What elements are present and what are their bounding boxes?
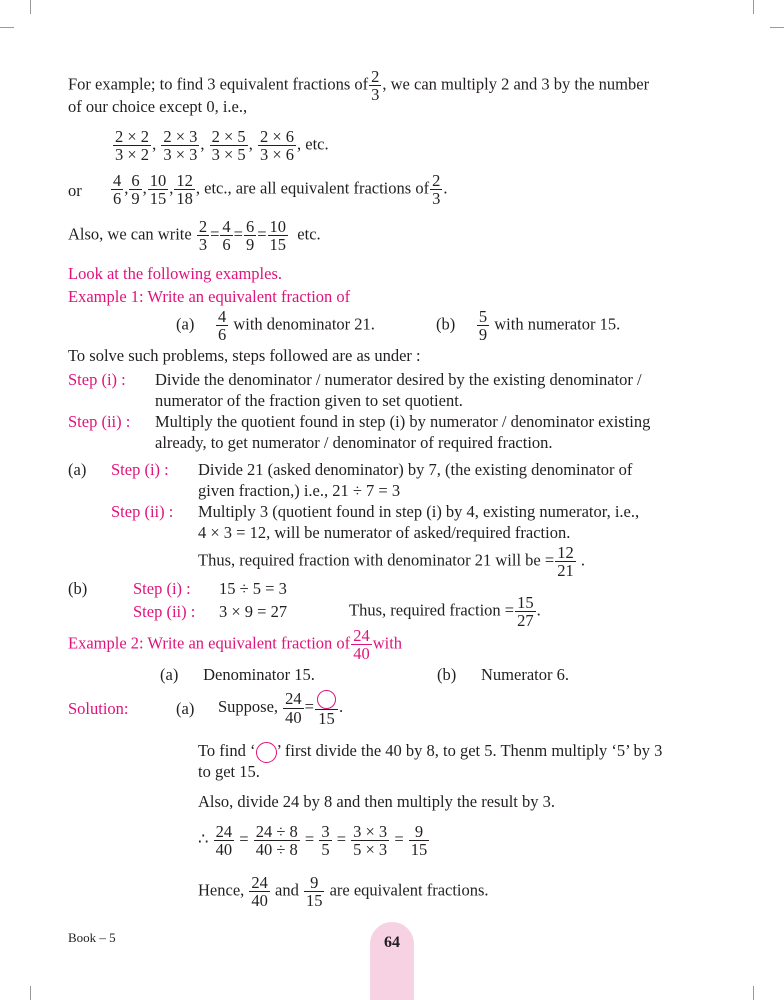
step-2-line-1: Multiply the quotient found in step (i) by numerator / denominator existing bbox=[155, 412, 651, 431]
fraction: $\frac{4}{6}$ bbox=[222, 217, 231, 255]
crop-mark bbox=[753, 986, 754, 1000]
fraction: $\frac{2 \times 6}{3 \times 6}$ bbox=[259, 127, 294, 165]
fraction: $\frac{3}{5}$ bbox=[321, 822, 330, 860]
example-1-part-b: (b) $\frac{5}{9}$ with numerator 15. bbox=[436, 307, 621, 345]
find-line-1: To find ‘ ’ first divide the 40 by 8, to get 5. Thenm multiply ‘5’ by 3 bbox=[198, 741, 662, 763]
example-2-part-b: (b) Numerator 6. bbox=[437, 665, 569, 684]
part-b-label: (b) bbox=[68, 579, 88, 598]
or-line: $\frac{4}{6}$ , $\frac{6}{9}$ , $\frac{10}{15}$ , $\frac{12}{18}$ , etc., are all equivalent fractions of $\frac{2}{3}$ . bbox=[113, 171, 448, 209]
fraction: $\frac{2 \times 3}{3 \times 3}$ bbox=[163, 127, 198, 165]
step-1-line-2: numerator of the fraction given to set quotient. bbox=[155, 391, 463, 410]
crop-mark bbox=[770, 27, 784, 28]
fraction: $\frac{24}{40}$ bbox=[215, 822, 233, 860]
hence-line: Hence, $\frac{24}{40}$ and $\frac{9}{15}$ are equivalent fractions. bbox=[198, 873, 489, 911]
fraction: $\frac{3 \times 3}{5 \times 3}$ bbox=[353, 822, 388, 860]
blank-circle-icon bbox=[256, 742, 277, 763]
fraction: $\frac{24}{40}$ bbox=[251, 873, 268, 911]
intro-line-1: For example; to find 3 equivalent fractions of $\frac{2}{3}$ , we can multiply 2 and 3 by the number bbox=[68, 67, 650, 105]
example-1-title: Example 1: Write an equivalent fraction of bbox=[68, 287, 351, 306]
fraction: $\frac{24 \div 8}{40 \div 8}$ bbox=[255, 822, 298, 860]
fraction: $\frac{6}{9}$ bbox=[245, 217, 255, 255]
fraction: $\frac{2}{3}$ bbox=[198, 217, 208, 255]
fraction: $\frac{24}{40}$ bbox=[353, 626, 370, 664]
fraction: $\frac{9}{15}$ bbox=[410, 822, 428, 860]
page-number: 64 bbox=[384, 934, 400, 951]
fraction: 15 bbox=[315, 689, 338, 727]
fraction: $\frac{24}{40}$ bbox=[285, 689, 302, 727]
also-line: Also, we can write $\frac{2}{3}$ = $\frac{4}{6}$ = $\frac{6}{9}$ = $\frac{10}{15}$ etc. bbox=[68, 217, 321, 255]
fraction: $\frac{12}{21}$ bbox=[557, 543, 574, 581]
fraction: $\frac{6}{9}$ bbox=[131, 171, 140, 209]
fraction: $\frac{10}{15}$ bbox=[269, 217, 287, 255]
example-1-parts: (a) $\frac{4}{6}$ with denominator 21. bbox=[176, 307, 375, 345]
intro-line-2: of our choice except 0, i.e., bbox=[68, 97, 248, 116]
find-line-2: to get 15. bbox=[198, 762, 260, 781]
or-label: or bbox=[68, 181, 82, 200]
fraction: $\frac{5}{9}$ bbox=[478, 307, 488, 345]
crop-mark bbox=[0, 27, 14, 28]
fraction: $\frac{4}{6}$ bbox=[113, 171, 122, 209]
part-a-step-2-label: Step (ii) : bbox=[111, 502, 174, 521]
solution-part-a-label: (a) bbox=[176, 699, 195, 718]
fraction: $\frac{2}{3}$ bbox=[371, 67, 380, 105]
solution-label: Solution: bbox=[68, 699, 129, 718]
crop-mark bbox=[30, 0, 31, 14]
part-a-step-1-label: Step (i) : bbox=[111, 460, 169, 479]
part-a-step-2-line-2: 4 × 3 = 12, will be numerator of asked/required fraction. bbox=[198, 523, 571, 542]
fraction: $\frac{10}{15}$ bbox=[149, 171, 167, 209]
fraction: $\frac{9}{15}$ bbox=[305, 873, 323, 911]
part-b-step-1-label: Step (i) : bbox=[133, 579, 191, 598]
part-a-step-1-line-2: given fraction,) i.e., 21 ÷ 7 = 3 bbox=[198, 481, 401, 500]
part-b-result: Thus, required fraction = $\frac{15}{27}$ . bbox=[349, 593, 541, 631]
part-a-step-1-line-1: Divide 21 (asked denominator) by 7, (the existing denominator of bbox=[198, 460, 633, 479]
step-1-label: Step (i) : bbox=[68, 370, 126, 389]
look-heading: Look at the following examples. bbox=[68, 264, 282, 283]
step-2-label: Step (ii) : bbox=[68, 412, 131, 431]
part-a-label: (a) bbox=[68, 460, 87, 479]
step-2-line-2: already, to get numerator / denominator of required fraction. bbox=[155, 433, 553, 452]
fraction: $\frac{2 \times 2}{3 \times 2}$ bbox=[115, 127, 150, 165]
solve-intro: To solve such problems, steps followed are as under : bbox=[68, 346, 421, 365]
fraction: $\frac{15}{27}$ bbox=[517, 593, 534, 631]
example-2-title: Example 2: Write an equivalent fraction of $\frac{24}{40}$ with bbox=[68, 626, 403, 664]
crop-mark bbox=[753, 0, 754, 14]
suppose-line: Suppose, $\frac{24}{40}$ = 15 . bbox=[218, 689, 344, 728]
part-b-step-1-text: 15 ÷ 5 = 3 bbox=[219, 579, 287, 598]
crop-mark bbox=[30, 986, 31, 1000]
blank-circle-icon bbox=[317, 690, 336, 709]
fractions-row: $\frac{2 \times 2}{3 \times 2}$ , $\frac{2 \times 3}{3 \times 3}$ , $\frac{2 \times 5}{3 \times 5}$ , $\frac{2 \times 6}{3 \times 6}$ , etc. bbox=[115, 127, 329, 165]
example-2-part-a: (a) Denominator 15. bbox=[160, 665, 315, 684]
step-1-line-1: Divide the denominator / numerator desired by the existing denominator / bbox=[155, 370, 642, 389]
fraction: $\frac{4}{6}$ bbox=[217, 307, 227, 345]
part-a-step-2-line-1: Multiply 3 (quotient found in step (i) by 4, existing numerator, i.e., bbox=[198, 502, 640, 521]
equation-chain: ∴ $\frac{24}{40}$ = $\frac{24 \div 8}{40 \div 8}$ = $\frac{3}{5}$ = $\frac{3 \times 3}{5 \times 3}$ = $\frac{9}{15}$ bbox=[198, 822, 428, 860]
book-label: Book – 5 bbox=[68, 930, 116, 945]
fraction: $\frac{12}{18}$ bbox=[176, 171, 193, 209]
part-b-step-2-label: Step (ii) : bbox=[133, 602, 196, 621]
fraction: $\frac{2}{3}$ bbox=[432, 171, 441, 209]
part-a-result: Thus, required fraction with denominator 21 will be = $\frac{12}{21}$ . bbox=[198, 543, 585, 581]
part-b-step-2-text: 3 × 9 = 27 bbox=[219, 602, 288, 621]
fraction: $\frac{2 \times 5}{3 \times 5}$ bbox=[211, 127, 246, 165]
also-divide: Also, divide 24 by 8 and then multiply the result by 3. bbox=[198, 792, 556, 811]
